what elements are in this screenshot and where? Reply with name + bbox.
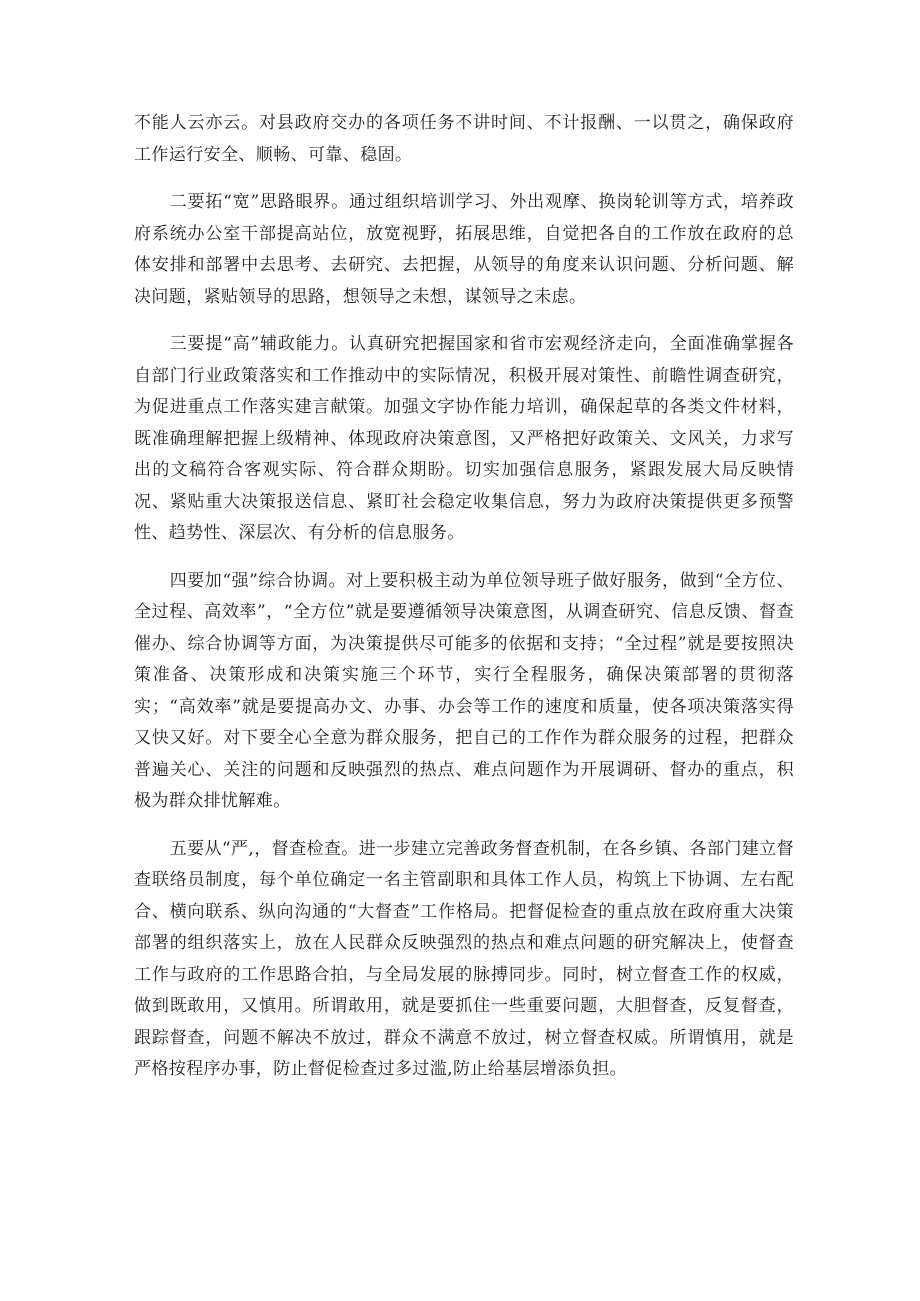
paragraph-broaden-vision: 二要拓“宽”思路眼界。通过组织培训学习、外出观摩、换岗轮训等方式，培养政府系统办公室干部提高站位，放宽视野，拓展思维，自觉把各自的工作放在政府的总体安排和部署中去思考、去研究、去把握，从领导的角度来认识问题、分析问题、解决问题，紧贴领导的思路，想领导之未想，谋领导之未虑。 [134, 192, 794, 307]
document-body [134, 108, 794, 1102]
paragraph-strict-inspection: 五要从“严,，督查检查。进一步建立完善政务督查机制，在各乡镇、各部门建立督查联络员制度，每个单位确定一名主管副职和具体工作人员，构筑上下协调、左右配合、横向联系、纵向沟通的“大督查”工作格局。把督促检查的重点放在政府重大决策部署的组织落实上，放在人民群众反映强烈的热点和难点问题的研究解决上，使督查工作与政府的工作思路合拍，与全局发展的脉搏同步。同时，树立督查工作的权威，做到既敢用，又慎用。所谓敢用，就是要抓住一些重要问题，大胆督查，反复督查，跟踪督查，问题不解决不放过，群众不满意不放过，树立督查权威。所谓慎用，就是严格按程序办事，防止督促检查过多过滥,防止给基层增添负担。 [134, 838, 794, 1079]
paragraph-continuation: 不能人云亦云。对县政府交办的各项任务不讲时间、不计报酬、一以贯之，确保政府工作运行安全、顺畅、可靠、稳固。 [134, 113, 794, 165]
paragraph-improve-capability: 三要提“高”辅政能力。认真研究把握国家和省市宏观经济走向，全面准确掌握各自部门行业政策落实和工作推动中的实际情况，积极开展对策性、前瞻性调查研究，为促进重点工作落实建言献策。加强文字协作能力培训，确保起草的各类文件材料，既准确理解把握上级精神、体现政府决策意图，又严格把好政策关、文风关，力求写出的文稿符合客观实际、符合群众期盼。切实加强信息服务，紧跟发展大局反映情况、紧贴重大决策报送信息、紧盯社会稳定收集信息，努力为政府决策提供更多预警性、趋势性、深层次、有分析的信息服务。 [134, 334, 794, 543]
paragraph-strengthen-coordination: 四要加“强”综合协调。对上要积极主动为单位领导班子做好服务，做到“全方位、全过程、高效率”，“全方位”就是要遵循领导决策意图，从调查研究、信息反馈、督查催办、综合协调等方面，为决策提供尽可能多的依据和支持；“全过程”就是要按照决策准备、决策形成和决策实施三个环节，实行全程服务，确保决策部署的贯彻落实；“高效率”就是要提高办文、办事、办会等工作的速度和质量，使各项决策落实得又快又好。对下要全心全意为群众服务，把自己的工作作为群众服务的过程，把群众普遍关心、关注的问题和反映强烈的热点、难点问题作为开展调研、督办的重点，积极为群众排忧解难。 [134, 570, 794, 811]
